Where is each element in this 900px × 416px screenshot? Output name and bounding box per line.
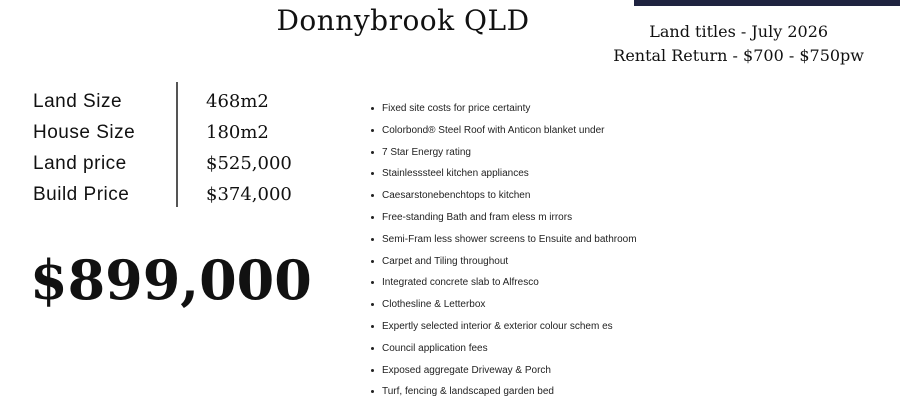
feature-list — [370, 98, 637, 403]
feature-item: 7 Star Energy rating — [370, 142, 637, 164]
spec-label: Build Price — [33, 183, 130, 205]
spec-label: House Size — [33, 121, 136, 143]
spec-divider — [176, 82, 178, 207]
feature-item: Council application fees — [370, 338, 637, 360]
rental-return-text: Rental Return - $700 - $750pw — [613, 46, 864, 65]
total-price: $899,000 — [30, 248, 312, 312]
feature-item: Fixed site costs for price certainty — [370, 98, 637, 120]
spec-value: 468m2 — [206, 91, 269, 112]
feature-item: Expertly selected interior & exterior colour schem es — [370, 316, 637, 338]
feature-item: Stainlesssteel kitchen appliances — [370, 163, 637, 185]
spec-value: $525,000 — [206, 153, 292, 174]
feature-item: Free-standing Bath and fram eless m irrors — [370, 207, 637, 229]
page-title: Donnybrook QLD — [276, 4, 530, 37]
feature-item: Caesarstonebenchtops to kitchen — [370, 185, 637, 207]
spec-row-land-price — [33, 148, 292, 179]
spec-table — [33, 86, 292, 210]
spec-row-house-size — [33, 117, 292, 148]
spec-row-land-size — [33, 86, 292, 117]
spec-row-build-price — [33, 179, 292, 210]
feature-item: Colorbond® Steel Roof with Anticon blanket under — [370, 120, 637, 142]
info-block — [613, 20, 864, 68]
feature-item: Semi-Fram less shower screens to Ensuite and bathroom — [370, 229, 637, 251]
feature-item: Clothesline & Letterbox — [370, 294, 637, 316]
spec-value: $374,000 — [206, 184, 292, 205]
spec-label: Land Size — [33, 90, 123, 112]
feature-item: Integrated concrete slab to Alfresco — [370, 272, 637, 294]
feature-item: Exposed aggregate Driveway & Porch — [370, 360, 637, 382]
feature-item: Turf, fencing & landscaped garden bed — [370, 381, 637, 403]
feature-item: Carpet and Tiling throughout — [370, 251, 637, 273]
spec-value: 180m2 — [206, 122, 269, 143]
land-titles-text: Land titles - July 2026 — [649, 22, 829, 41]
spec-label: Land price — [33, 152, 127, 174]
